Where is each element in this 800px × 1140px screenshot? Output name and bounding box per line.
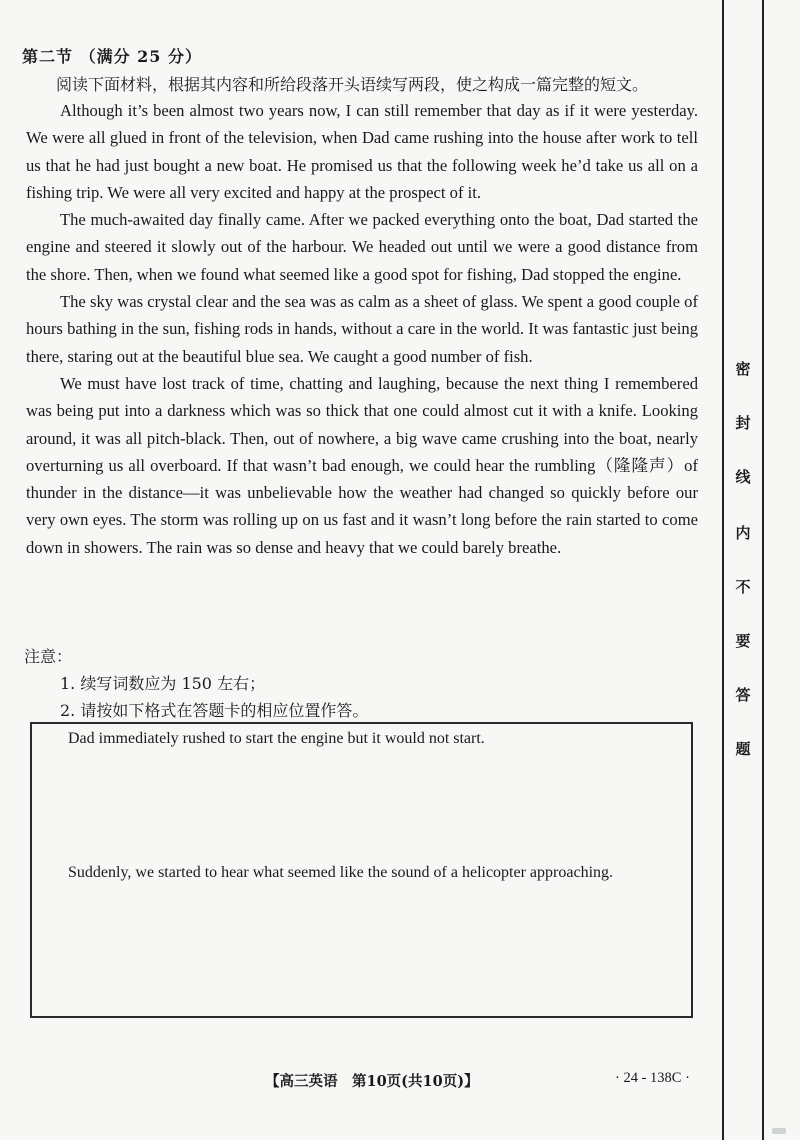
paragraph-opener-1: Dad immediately rushed to start the engine but it would not start. bbox=[68, 730, 485, 747]
seal-char: 答 bbox=[732, 684, 754, 705]
seal-char: 题 bbox=[732, 738, 754, 759]
answer-box bbox=[30, 722, 693, 1018]
seal-char: 密 bbox=[732, 358, 754, 379]
scanner-watermark bbox=[772, 1128, 786, 1134]
reading-passage bbox=[26, 97, 698, 561]
seal-char: 内 bbox=[732, 522, 754, 543]
page-footer: 【高三英语 第10页(共10页)】 bbox=[265, 1073, 479, 1090]
passage-paragraph: Although it’s been almost two years now, I can still remember that day as if it were yesterday. We were all glued in front of the television, when Dad came rushing into the house after work to tell us that he had just bought a new boat. He promised us that the following week he’d take us all on a fishing trip. We were all very excited and happy at the prospect of it. bbox=[26, 101, 698, 202]
seal-border-right bbox=[762, 0, 764, 1140]
note-item: 2. 请按如下格式在答题卡的相应位置作答。 bbox=[60, 701, 369, 720]
passage-paragraph: The much-awaited day finally came. After we packed everything onto the boat, Dad started the engine and steered it slowly out of the harbour. We headed out until we were a good distance from the shore. Then, when we found what seemed like a good spot for fishing, Dad stopped the engine. bbox=[26, 210, 698, 284]
seal-char: 封 bbox=[732, 412, 754, 433]
paragraph-opener-2: Suddenly, we started to hear what seemed like the sound of a helicopter approaching. bbox=[68, 864, 614, 881]
seal-char: 不 bbox=[732, 576, 754, 597]
seal-char: 要 bbox=[732, 630, 754, 651]
seal-border-left bbox=[722, 0, 724, 1140]
notes-section bbox=[24, 643, 368, 724]
notes-title: 注意： bbox=[24, 647, 73, 666]
passage-paragraph: We must have lost track of time, chatting and laughing, because the next thing I remembered was being put into a darkness which was so thick that one could almost cut it with a knife. Looking around, it was all pitch-black. Then, out of nowhere, a big wave came crushing into the boat, nearly overturning us all overboard. If that wasn’t bad enough, we could hear the rumbling（隆隆声）of thunder in the distance—it was unbelievable how the weather had changed so quickly before our very own eyes. The storm was rolling up on us fast and it wasn’t long before the rain started to come down in showers. The rain was so dense and heavy that we could barely breathe. bbox=[26, 373, 698, 557]
exam-code: · 24 - 138C · bbox=[615, 1070, 690, 1086]
section-heading: 第二节 （满分 25 分） bbox=[22, 47, 202, 66]
seal-char: 线 bbox=[732, 466, 754, 487]
section-instruction: 阅读下面材料，根据其内容和所给段落开头语续写两段，使之构成一篇完整的短文。 bbox=[56, 75, 649, 94]
note-item: 1. 续写词数应为 150 左右； bbox=[60, 674, 266, 693]
passage-paragraph: The sky was crystal clear and the sea was as calm as a sheet of glass. We spent a good couple of hours bathing in the sun, fishing rods in hands, without a care in the world. It was fantastic just being there, staring out at the beautiful blue sea. We caught a good number of fish. bbox=[26, 292, 698, 366]
